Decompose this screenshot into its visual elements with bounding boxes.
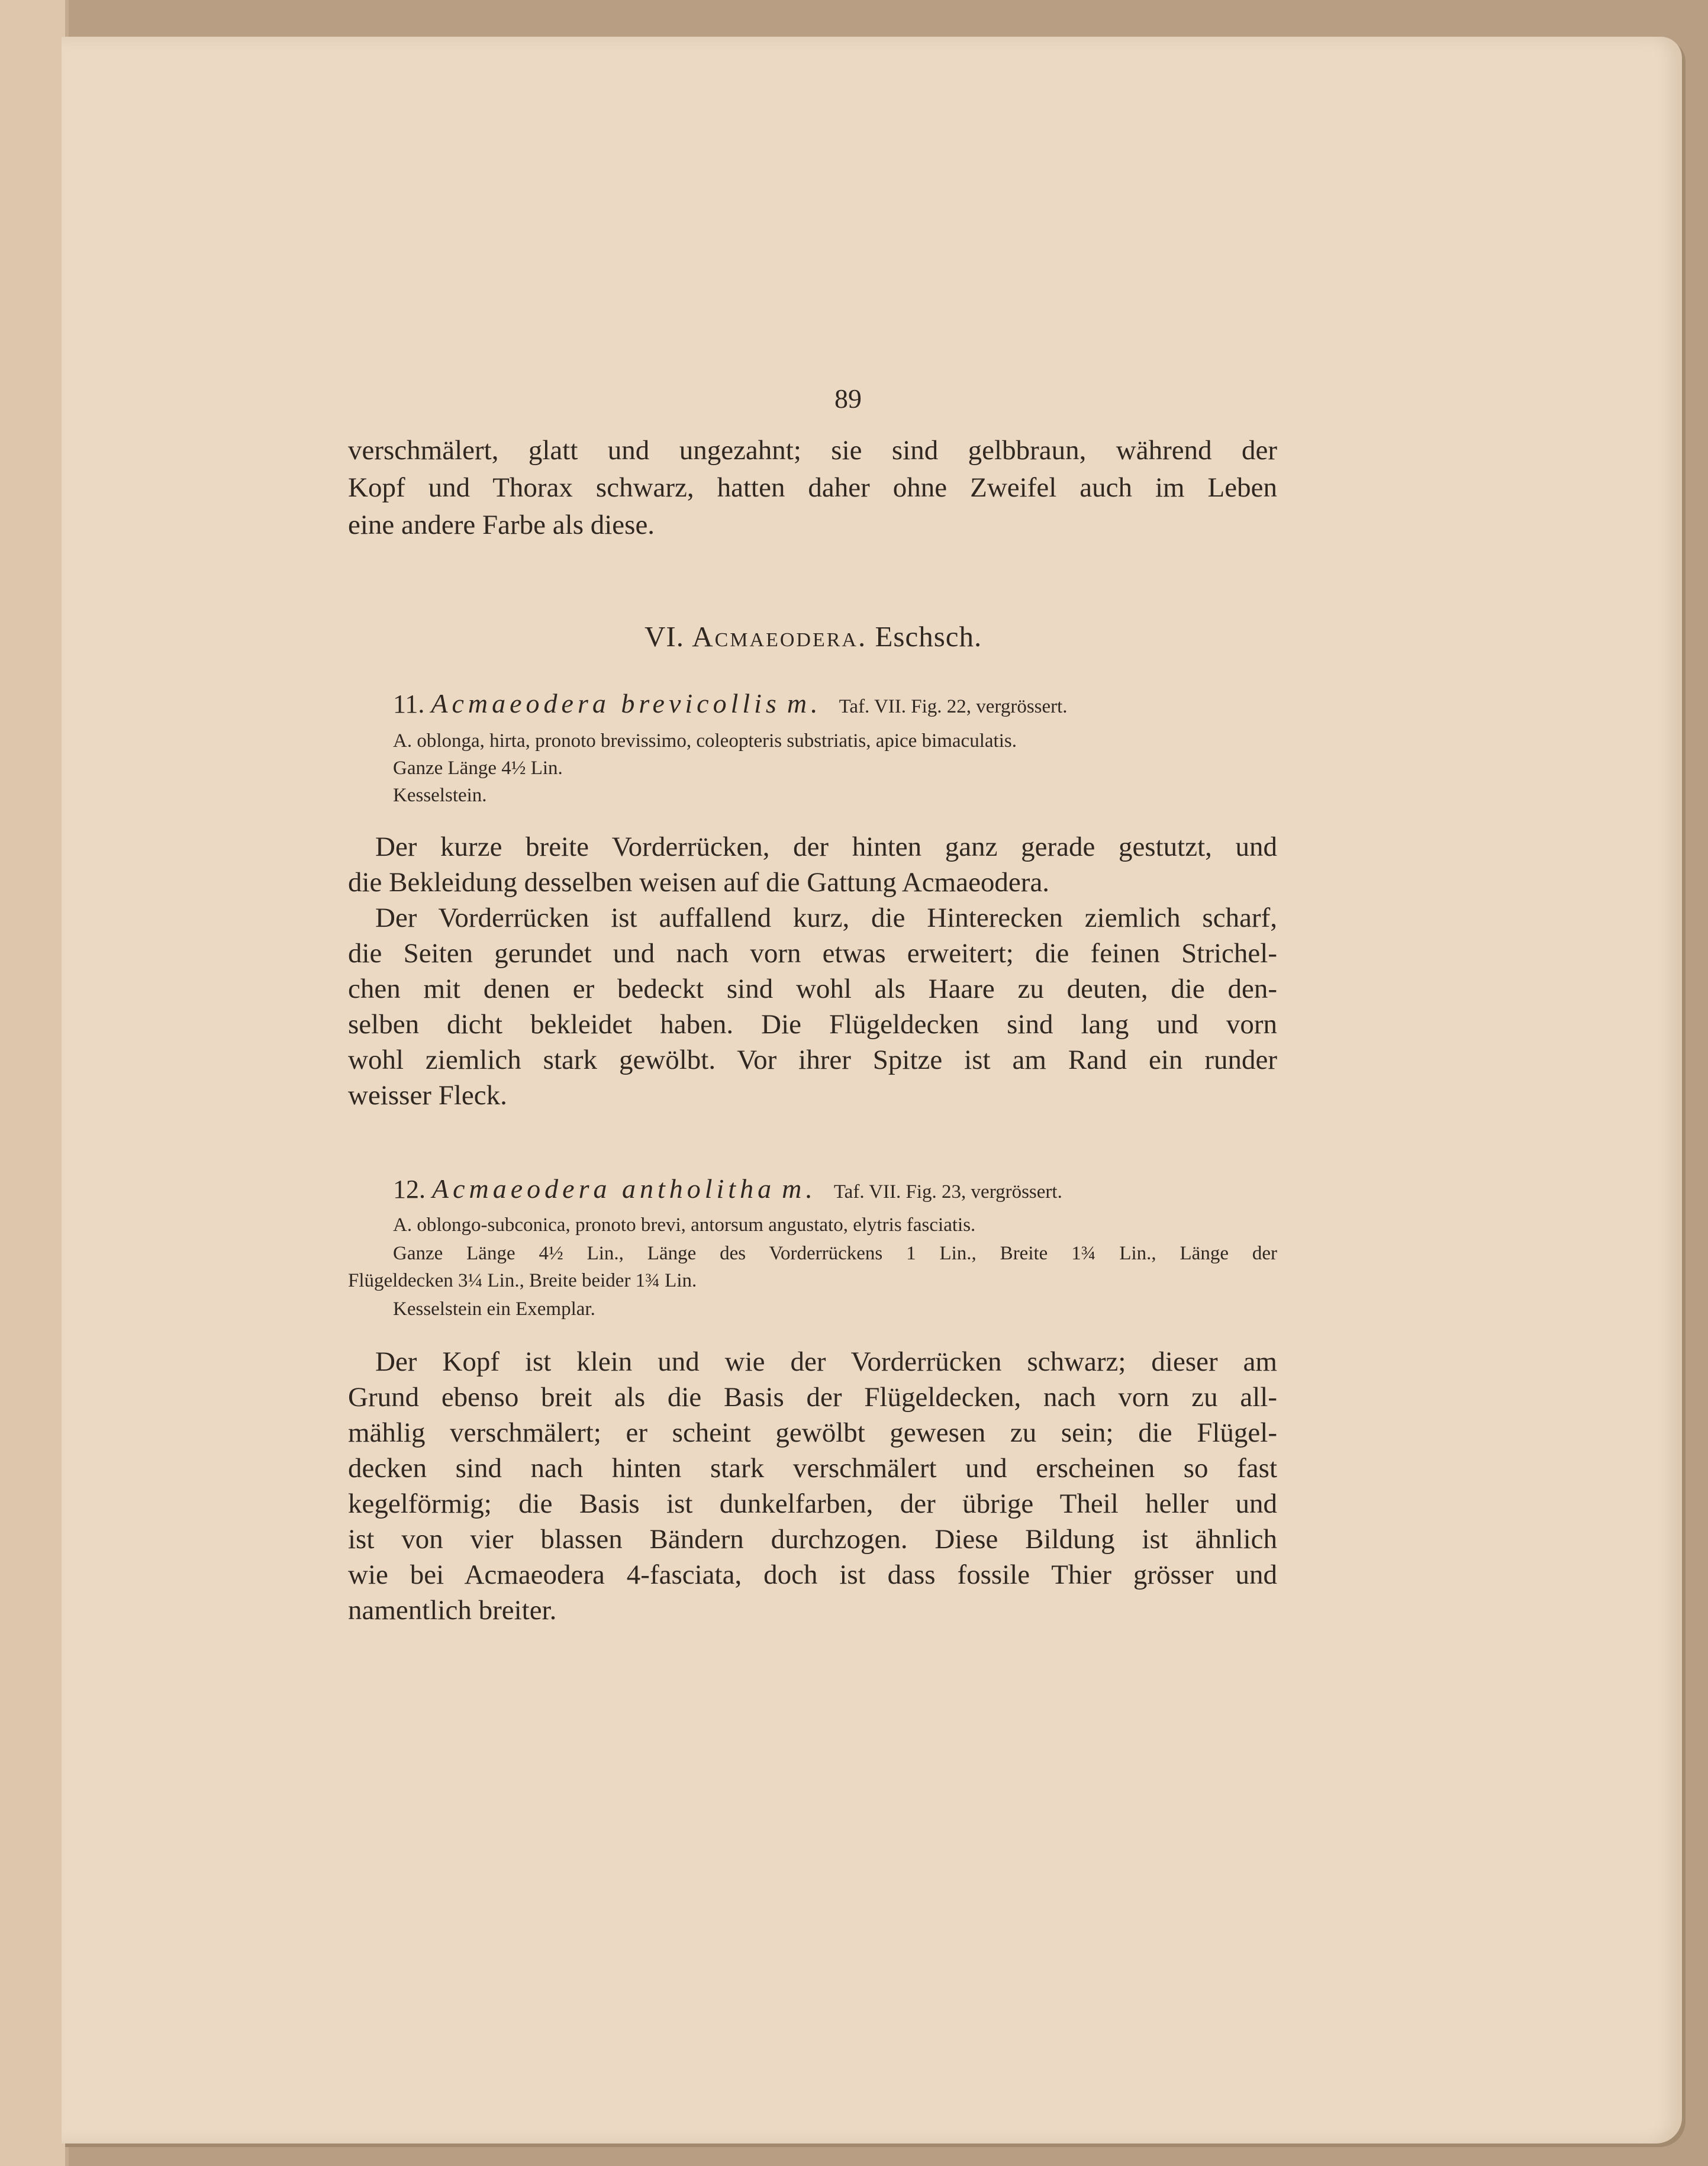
entry-11-locality: Kesselstein. [393, 785, 487, 806]
intro-line-3: eine andere Farbe als diese. [348, 510, 655, 540]
entry-12-para-line-2: Grund ebenso breit als die Basis der Flügeldecken, nach vorn zu all- [348, 1382, 1277, 1413]
entry-11-length: Ganze Länge 4½ Lin. [393, 758, 563, 779]
intro-line-2: Kopf und Thorax schwarz, hatten daher ohne Zweifel auch im Leben [348, 472, 1277, 503]
entry-11-plate-ref: Taf. VII. Fig. 22, vergrössert. [839, 696, 1068, 717]
entry-11-number: 11. [393, 689, 425, 718]
entry-11-species: Acmaeodera brevicollis [431, 688, 781, 718]
entry-12-para-line-4: decken sind nach hinten stark verschmälert und erscheinen so fast [348, 1453, 1277, 1484]
facing-page-edge [0, 0, 69, 2166]
entry-12-para-line-6: ist von vier blassen Bändern durchzogen. Diese Bildung ist ähnlich [348, 1524, 1277, 1555]
entry-12-plate-ref: Taf. VII. Fig. 23, vergrössert. [833, 1181, 1062, 1203]
entry-11-para-line-1: Der kurze breite Vorderrücken, der hinten ganz gerade gestutzt, und [375, 831, 1277, 862]
entry-12-measurements-2: Flügeldecken 3¼ Lin., Breite beider 1¾ Lin. [348, 1270, 697, 1291]
book-page [62, 37, 1682, 2144]
entry-12-locality: Kesselstein ein Exemplar. [393, 1298, 595, 1320]
entry-11-heading [393, 688, 1068, 719]
section-numeral: VI. [644, 620, 684, 653]
entry-11-para-line-7: wohl ziemlich stark gewölbt. Vor ihrer Spitze ist am Rand ein runder [348, 1045, 1277, 1075]
entry-12-para-line-3: mählig verschmälert; er scheint gewölbt gewesen zu sein; die Flügel- [348, 1417, 1277, 1448]
entry-11-diagnosis: A. oblonga, hirta, pronoto brevissimo, coleopteris substriatis, apice bimaculatis. [393, 730, 1017, 752]
entry-12-author: m. [782, 1174, 817, 1204]
page-number: 89 [834, 383, 862, 414]
entry-11-para-line-6: selben dicht bekleidet haben. Die Flügeldecken sind lang und vorn [348, 1009, 1277, 1040]
entry-12-para-line-1: Der Kopf ist klein und wie der Vorderrücken schwarz; dieser am [375, 1346, 1277, 1377]
entry-12-number: 12. [393, 1175, 426, 1204]
section-heading [644, 620, 982, 653]
entry-11-para-line-2: die Bekleidung desselben weisen auf die Gattung Acmaeodera. [348, 867, 1050, 898]
entry-12-measurements-1: Ganze Länge 4½ Lin., Länge des Vorderrückens 1 Lin., Breite 1¾ Lin., Länge der [393, 1243, 1277, 1264]
entry-12-para-line-5: kegelförmig; die Basis ist dunkelfarben, der übrige Theil heller und [348, 1488, 1277, 1519]
entry-12-species: Acmaeodera antholitha [432, 1174, 776, 1204]
section-author: Eschsch. [875, 620, 982, 653]
entry-11-para-line-4: die Seiten gerundet und nach vorn etwas erweitert; die feinen Strichel- [348, 938, 1277, 969]
entry-12-para-line-7: wie bei Acmaeodera 4-fasciata, doch ist dass fossile Thier grösser und [348, 1559, 1277, 1590]
entry-11-para-line-8: weisser Fleck. [348, 1080, 507, 1111]
entry-11-author: m. [787, 688, 822, 718]
section-genus: Acmaeodera. [692, 620, 868, 653]
entry-11-para-line-3: Der Vorderrücken ist auffallend kurz, die Hinterecken ziemlich scharf, [375, 902, 1277, 933]
entry-12-diagnosis: A. oblongo-subconica, pronoto brevi, antorsum angustato, elytris fasciatis. [393, 1214, 976, 1236]
entry-12-para-line-8: namentlich breiter. [348, 1595, 557, 1626]
entry-12-heading [393, 1173, 1062, 1204]
entry-11-para-line-5: chen mit denen er bedeckt sind wohl als Haare zu deuten, die den- [348, 974, 1277, 1004]
intro-line-1: verschmälert, glatt und ungezahnt; sie sind gelbbraun, während der [348, 435, 1277, 466]
